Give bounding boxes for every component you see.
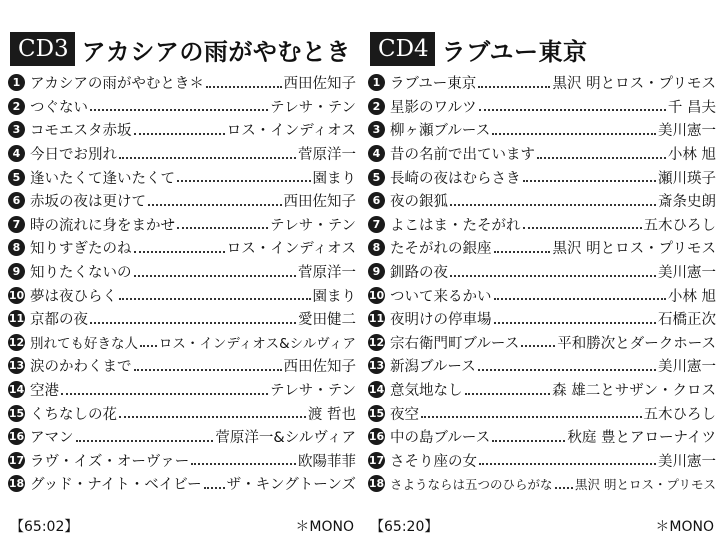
cd4-footer xyxy=(370,516,714,536)
dotted-leader xyxy=(177,180,311,182)
track-title: 釧路の夜 xyxy=(390,265,448,282)
dotted-leader xyxy=(90,322,296,324)
track-number-badge: 15 xyxy=(8,406,25,420)
cd4-header xyxy=(370,30,587,68)
track-title: ラヴ・イズ・オーヴァー xyxy=(30,453,190,470)
track-title: 逢いたくて逢いたくて xyxy=(30,170,175,187)
track-artist: 菅原洋一 xyxy=(298,265,356,282)
track-title: 空港 xyxy=(30,383,59,400)
track-number-badge: 10 xyxy=(8,288,25,302)
track-row xyxy=(8,71,356,95)
track-number-badge: 12 xyxy=(368,335,385,349)
track-row xyxy=(368,118,716,142)
dotted-leader xyxy=(134,133,225,135)
track-title: 夜の銀狐 xyxy=(390,194,448,211)
dotted-leader xyxy=(177,227,268,229)
track-number-badge: 1 xyxy=(368,74,385,91)
track-artist: ロス・インディオス xyxy=(226,123,356,140)
track-artist: 美川憲一 xyxy=(658,265,716,282)
dotted-leader xyxy=(134,369,282,371)
cd3-total-time: 【65:02】 xyxy=(10,519,79,535)
track-artist: 美川憲一 xyxy=(658,453,716,470)
dotted-leader xyxy=(90,109,268,111)
track-title: 昔の名前で出ています xyxy=(390,147,535,164)
track-artist: 西田佐知子 xyxy=(283,359,356,376)
track-row xyxy=(8,378,356,402)
dotted-leader xyxy=(206,86,282,88)
track-title: 夢は夜ひらく xyxy=(30,288,117,305)
dotted-leader xyxy=(478,86,550,88)
track-title: 夜明けの停車場 xyxy=(390,312,492,329)
dotted-leader xyxy=(191,463,296,465)
track-artist: 園まり xyxy=(312,170,356,187)
track-row xyxy=(8,213,356,237)
dotted-leader xyxy=(61,393,268,395)
dotted-leader xyxy=(119,157,296,159)
dotted-leader xyxy=(494,322,657,324)
track-artist: 黒沢 明とロス・プリモス xyxy=(552,241,716,258)
track-artist: テレサ・テン xyxy=(270,383,356,400)
dotted-leader xyxy=(148,204,282,206)
track-number-badge: 17 xyxy=(8,453,25,467)
cd4-total-time: 【65:20】 xyxy=(370,519,439,535)
track-row xyxy=(8,142,356,166)
track-artist: 五木ひろし xyxy=(643,217,716,234)
track-artist: 西田佐知子 xyxy=(283,194,356,211)
track-number-badge: 8 xyxy=(8,239,25,256)
track-artist: 森 雄二とサザン・クロス xyxy=(552,383,716,400)
track-row xyxy=(8,95,356,119)
dotted-leader xyxy=(494,298,666,300)
track-row xyxy=(8,165,356,189)
track-artist: 秋庭 豊とアローナイツ xyxy=(567,430,716,447)
track-row xyxy=(368,283,716,307)
dotted-leader xyxy=(450,275,656,277)
track-number-badge: 14 xyxy=(8,383,25,397)
track-title: 宗右衛門町ブルース xyxy=(390,335,520,352)
track-row xyxy=(368,472,716,496)
track-artist: 美川憲一 xyxy=(658,123,716,140)
track-number-badge: 5 xyxy=(368,169,385,186)
cd3-track-list xyxy=(8,71,356,496)
track-row xyxy=(8,236,356,260)
track-artist: 美川憲一 xyxy=(658,359,716,376)
track-row xyxy=(368,260,716,284)
cd4-track-list xyxy=(368,71,716,496)
track-row xyxy=(368,401,716,425)
track-number-badge: 6 xyxy=(8,192,25,209)
dotted-leader xyxy=(421,416,642,418)
track-title: ついて来るかい xyxy=(390,288,492,305)
track-title: 今日でお別れ xyxy=(30,147,117,164)
track-row xyxy=(368,307,716,331)
track-number-badge: 8 xyxy=(368,239,385,256)
cd3-column xyxy=(8,0,358,558)
cd4-title: ラブユー東京 xyxy=(441,37,588,66)
track-title: 別れても好きな人 xyxy=(30,336,138,353)
cd4-badge: CD4 xyxy=(370,32,435,66)
track-number-badge: 12 xyxy=(8,335,25,349)
cd3-header xyxy=(10,30,351,68)
track-number-badge: 3 xyxy=(368,121,385,138)
dotted-leader xyxy=(140,345,157,347)
track-artist: 斎条史朗 xyxy=(658,194,716,211)
track-title: コモエスタ赤坂 xyxy=(30,123,132,140)
dotted-leader xyxy=(494,251,551,253)
track-title: さようならは五つのひらがな xyxy=(390,476,553,492)
track-number-badge: 4 xyxy=(8,145,25,162)
track-artist: 愛田健二 xyxy=(298,312,356,329)
dotted-leader xyxy=(555,487,574,489)
track-row xyxy=(368,95,716,119)
dotted-leader xyxy=(479,109,666,111)
dotted-leader xyxy=(450,204,656,206)
track-title: 涙のかわくまで xyxy=(30,359,132,376)
track-row xyxy=(8,354,356,378)
dotted-leader xyxy=(134,251,225,253)
track-row xyxy=(8,189,356,213)
track-artist: 瀬川瑛子 xyxy=(658,170,716,187)
dotted-leader xyxy=(465,393,551,395)
track-title: 意気地なし xyxy=(390,383,463,400)
track-artist: ザ・キングトーンズ xyxy=(226,477,356,494)
track-number-badge: 13 xyxy=(8,359,25,373)
track-title: ラブユー東京 xyxy=(390,76,477,93)
dotted-leader xyxy=(492,440,565,442)
track-artist: 西田佐知子 xyxy=(283,76,356,93)
track-number-badge: 18 xyxy=(368,477,385,491)
dotted-leader xyxy=(134,275,297,277)
track-row xyxy=(8,283,356,307)
track-number-badge: 2 xyxy=(368,98,385,115)
track-row xyxy=(8,449,356,473)
track-row xyxy=(8,472,356,496)
track-number-badge: 18 xyxy=(8,477,25,491)
track-row xyxy=(368,449,716,473)
track-row xyxy=(8,401,356,425)
dotted-leader xyxy=(76,440,214,442)
track-title: 星影のワルツ xyxy=(390,99,477,116)
track-artist: 渡 哲也 xyxy=(307,406,356,423)
track-artist: 菅原洋一&シルヴィア xyxy=(215,430,356,447)
track-artist: 黒沢 明とロス・プリモス xyxy=(575,476,716,492)
track-artist: ロス・インディオス&シルヴィア xyxy=(158,336,356,353)
dotted-leader xyxy=(119,416,306,418)
track-number-badge: 7 xyxy=(8,216,25,233)
track-title: 京都の夜 xyxy=(30,312,88,329)
track-row xyxy=(368,142,716,166)
cd4-column xyxy=(368,0,718,558)
dotted-leader xyxy=(204,487,225,489)
track-title: グッド・ナイト・ベイビー xyxy=(30,477,202,494)
track-number-badge: 17 xyxy=(368,453,385,467)
track-title: 中の島ブルース xyxy=(390,430,491,447)
track-number-badge: 6 xyxy=(368,192,385,209)
track-number-badge: 11 xyxy=(368,312,385,326)
track-row xyxy=(368,236,716,260)
cd3-mono-note: ＊MONO xyxy=(295,519,354,535)
track-number-badge: 11 xyxy=(8,312,25,326)
track-artist: 小林 旭 xyxy=(667,288,716,305)
track-row xyxy=(8,425,356,449)
track-row xyxy=(8,260,356,284)
track-row xyxy=(8,307,356,331)
track-row xyxy=(368,71,716,95)
track-title: アマン xyxy=(30,430,74,447)
track-row xyxy=(368,165,716,189)
track-number-badge: 16 xyxy=(8,430,25,444)
track-number-badge: 3 xyxy=(8,121,25,138)
track-title: 時の流れに身をまかせ xyxy=(30,217,175,234)
track-title: アカシアの雨がやむとき＊ xyxy=(30,76,204,93)
track-number-badge: 15 xyxy=(368,406,385,420)
track-artist: テレサ・テン xyxy=(270,217,356,234)
track-number-badge: 7 xyxy=(368,216,385,233)
track-title: 夜空 xyxy=(390,406,419,423)
track-title: さそり座の女 xyxy=(390,453,477,470)
dotted-leader xyxy=(523,227,642,229)
track-number-badge: 16 xyxy=(368,430,385,444)
track-number-badge: 2 xyxy=(8,98,25,115)
track-artist: テレサ・テン xyxy=(270,99,356,116)
dotted-leader xyxy=(492,133,656,135)
dotted-leader xyxy=(479,463,656,465)
track-artist: ロス・インディオス xyxy=(226,241,356,258)
track-number-badge: 13 xyxy=(368,359,385,373)
track-title: 赤坂の夜は更けて xyxy=(30,194,146,211)
track-artist: 欧陽菲菲 xyxy=(298,453,356,470)
cd3-badge: CD3 xyxy=(10,32,75,66)
track-title: 知りすぎたのね xyxy=(30,241,132,258)
track-artist: 千 昌夫 xyxy=(667,99,716,116)
track-number-badge: 4 xyxy=(368,145,385,162)
dotted-leader xyxy=(537,157,666,159)
track-artist: 小林 旭 xyxy=(667,147,716,164)
track-title: くちなしの花 xyxy=(30,406,117,423)
track-number-badge: 5 xyxy=(8,169,25,186)
track-number-badge: 10 xyxy=(368,288,385,302)
track-row xyxy=(368,425,716,449)
track-title: たそがれの銀座 xyxy=(390,241,492,258)
track-number-badge: 9 xyxy=(368,263,385,280)
track-title: 柳ヶ瀬ブルース xyxy=(390,123,491,140)
track-artist: 菅原洋一 xyxy=(298,147,356,164)
track-number-badge: 1 xyxy=(8,74,25,91)
track-row xyxy=(368,213,716,237)
dotted-leader xyxy=(523,180,657,182)
cd3-title: アカシアの雨がやむとき xyxy=(81,37,351,66)
dotted-leader xyxy=(119,298,311,300)
track-row xyxy=(368,354,716,378)
track-title: 知りたくないの xyxy=(30,265,132,282)
track-row xyxy=(8,118,356,142)
track-title: 長崎の夜はむらさき xyxy=(390,170,521,187)
track-row xyxy=(368,378,716,402)
track-artist: 黒沢 明とロス・プリモス xyxy=(552,76,716,93)
track-artist: 五木ひろし xyxy=(643,406,716,423)
track-artist: 平和勝次とダークホース xyxy=(557,335,716,352)
track-title: 新潟ブルース xyxy=(390,359,476,376)
track-row xyxy=(368,189,716,213)
track-row xyxy=(368,331,716,355)
track-artist: 石橋正次 xyxy=(658,312,716,329)
track-title: つぐない xyxy=(30,99,88,116)
track-title: よこはま・たそがれ xyxy=(390,217,521,234)
cd4-mono-note: ＊MONO xyxy=(655,519,714,535)
track-number-badge: 14 xyxy=(368,383,385,397)
cd3-footer xyxy=(10,516,354,536)
track-artist: 園まり xyxy=(312,288,356,305)
track-row xyxy=(8,331,356,355)
track-number-badge: 9 xyxy=(8,263,25,280)
dotted-leader xyxy=(521,345,555,347)
dotted-leader xyxy=(478,369,656,371)
